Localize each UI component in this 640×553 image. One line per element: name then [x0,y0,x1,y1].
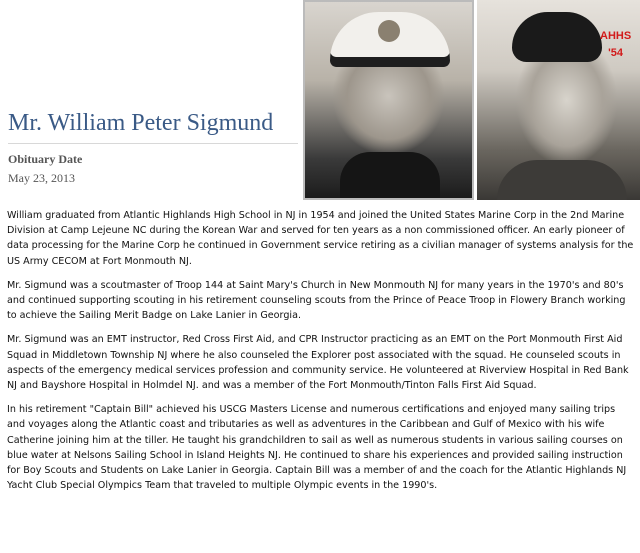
paragraph-scouting: Mr. Sigmund was a scoutmaster of Troop 144 at Saint Mary's Church in New Monmouth NJ for many years in the 1970's and 80's and continued supporting scouting in his retirement counseling scouts from the Prince of Peace Troop in Flowery Branch working to achieve the Sailing Merit Badge on Lake Lanier in Georgia. [7,279,626,322]
marine-portrait-photo [303,0,474,200]
yearbook-caption-school: AHHS [600,30,632,42]
paragraph-emt: Mr. Sigmund was an EMT instructor, Red Cross First Aid, and CPR Instructor practicing as an EMT on the Port Monmouth First Aid Squad in Middletown Township NJ where he also counseled the Explorer post associated with the squad. He counseled scouts in aspects of the emergency medical services profession and community service. He volunteered at Riverview Hospital in Red Bank NJ and Bayshore Hospital in Holmdel NJ. and was a member of the Fort Monmouth/Tinton Falls First Aid Squad. [7,334,629,392]
obituary-date-label: Obituary Date [8,152,83,166]
obituary-header [0,0,640,203]
cap-emblem-icon [378,20,400,42]
yearbook-portrait-photo [477,0,640,200]
yearbook-caption-year: '54 [608,47,624,59]
portrait-hair [512,12,602,62]
paragraph-retirement: In his retirement "Captain Bill" achieved his USCG Masters License and numerous certifications and enjoyed many sailing trips and voyages along the Atlantic coast and tributaries as well as adventures in the Caribbean and Gulf of Mexico with his wife Catherine joining him at the tiller. He taught his grandchildren to sail as well as numerous students in various sailing courses on blue water at Nelsons Sailing School in Island Heights NJ. He continued to share his experiences and provided sailing instruction for Boy Scouts and Students on Lake Lanier in Georgia. Captain Bill was a member of and the coach for the Atlantic Highlands NJ Yacht Club Special Olympics Team that traveled to multiple Olympic events in the 1990's. [7,404,627,492]
paragraph-career: William graduated from Atlantic Highlands High School in NJ in 1954 and joined the United States Marine Corp in the 2nd Marine Division at Camp Lejeune NC during the Korean War and served for ten years as a non commissioned officer. An early pioneer of data processing for the Marine Corp he continued in Government service retiring as a civilian manager of systems analysis for the US Army CECOM at Fort Monmouth NJ. [7,210,634,267]
title-divider [8,143,298,144]
uniform-collar [340,152,440,200]
obituary-date-value: May 23, 2013 [8,171,75,185]
portrait-shirt [497,160,627,200]
page-title: Mr. William Peter Sigmund [8,110,274,136]
yearbook-caption [600,28,631,62]
obituary-body [7,208,635,502]
